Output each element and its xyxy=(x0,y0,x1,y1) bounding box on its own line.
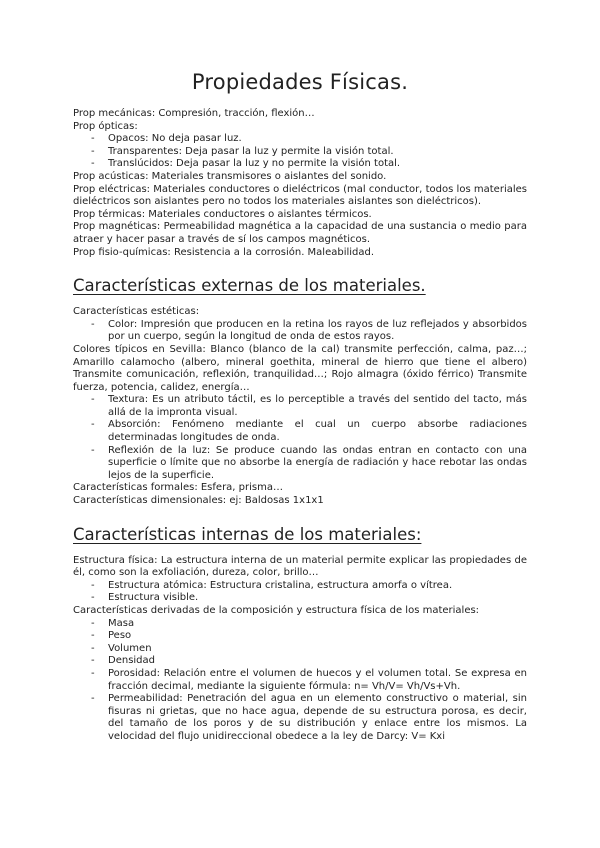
list-item: - Densidad xyxy=(108,655,527,668)
estructura-list xyxy=(73,580,527,605)
page-title: Propiedades Físicas. xyxy=(191,70,409,94)
caracteristicas-formales: Características formales: Esfera, prisma… xyxy=(73,482,283,494)
list-item: - Estructura atómica: Estructura cristalina, estructura amorfa o vítrea. xyxy=(108,580,527,593)
section-heading-internas: Características internas de los materiales: xyxy=(73,524,422,544)
list-item: - Reflexión de la luz: Se produce cuando las ondas entran en contacto con una superficie o límite que no absorbe la energía de radiación y hace rebotar las ondas lejos de la superficie. xyxy=(108,445,527,483)
list-item: - Volumen xyxy=(108,643,527,656)
list-item: - Porosidad: Relación entre el volumen de huecos y el volumen total. Se expresa en fracción decimal, mediante la siguiente fórmula: n= Vh/V= Vh/Vs+Vh. xyxy=(108,668,527,693)
list-item: - Absorción: Fenómeno mediante el cual un cuerpo absorbe radiaciones determinadas longitudes de onda. xyxy=(108,419,527,444)
list-item: - Opacos: No deja pasar luz. xyxy=(108,133,527,146)
estructura-fisica: Estructura física: La estructura interna de un material permite explicar las propiedades de él, como son la exfoliación, dureza, color, brillo… xyxy=(73,554,527,579)
esteticas-list xyxy=(73,319,527,344)
prop-acusticas: Prop acústicas: Materiales transmisores o aislantes del sonido. xyxy=(73,170,387,182)
internas-block xyxy=(73,555,527,744)
prop-magneticas: Prop magnéticas: Permeabilidad magnética a la capacidad de una sustancia o medio para atraer y hacer pasar a través de sí los campos magnéticos. xyxy=(73,221,527,245)
caracteristicas-esteticas: Características estéticas: xyxy=(73,306,200,318)
propiedades-block xyxy=(73,108,527,259)
list-item: - Masa xyxy=(108,618,527,631)
list-item: - Peso xyxy=(108,630,527,643)
prop-termicas: Prop térmicas: Materiales conductores o aislantes térmicos. xyxy=(73,208,372,220)
list-item: - Permeabilidad: Penetración del agua en un elemento constructivo o material, sin fisuras ni grietas, que no hace agua, depende de su estructura porosa, es decir, del tamaño de los poros y de su distribución y enlace entre los mismos. La velocidad del flujo unidireccional obedece a la ley de Darcy: V= Kxi xyxy=(108,693,527,743)
opticas-list xyxy=(73,133,527,171)
list-item: - Estructura visible. xyxy=(108,592,527,605)
list-item: - Textura: Es un atributo táctil, es lo perceptible a través del sentido del tacto, más allá de la impronta visual. xyxy=(108,394,527,419)
derivadas-list xyxy=(73,618,527,744)
externas-list xyxy=(73,394,527,482)
prop-fisio-quimicas: Prop fisio-químicas: Resistencia a la corrosión. Maleabilidad. xyxy=(73,246,375,258)
prop-opticas: Prop ópticas: xyxy=(73,120,138,132)
section-heading-externas: Características externas de los materiales. xyxy=(73,276,426,296)
list-item: - Translúcidos: Deja pasar la luz y no permite la visión total. xyxy=(108,158,527,171)
list-item: - Color: Impresión que producen en la retina los rayos de luz reflejados y absorbidos por un cuerpo, según la longitud de onda de estos rayos. xyxy=(108,319,527,344)
list-item: - Transparentes: Deja pasar la luz y permite la visión total. xyxy=(108,146,527,159)
externas-block xyxy=(73,306,527,508)
caracteristicas-derivadas: Características derivadas de la composición y estructura física de los materiales: xyxy=(73,605,480,616)
caracteristicas-dimensionales: Características dimensionales: ej: Baldosas 1x1x1 xyxy=(73,495,324,507)
prop-electricas: Prop eléctricas: Materiales conductores o dieléctricos (mal conductor, todos los materiales dieléctricos son aislantes pero no todos los materiales aislantes son dieléctricos). xyxy=(73,183,527,208)
colores-tipicos: Colores típicos en Sevilla: Blanco (blanco de la cal) transmite perfección, calma, paz…; Amarillo calamocho (albero, mineral goethita, mineral de hierro que tiene el albero) Transmite comunicación, reflexión, tranquilidad…; Rojo almagra (óxido férrico) Transmite fuerza, potencia, calidez, energía… xyxy=(73,343,527,393)
prop-mecanicas: Prop mecánicas: Compresión, tracción, flexión… xyxy=(73,108,315,119)
